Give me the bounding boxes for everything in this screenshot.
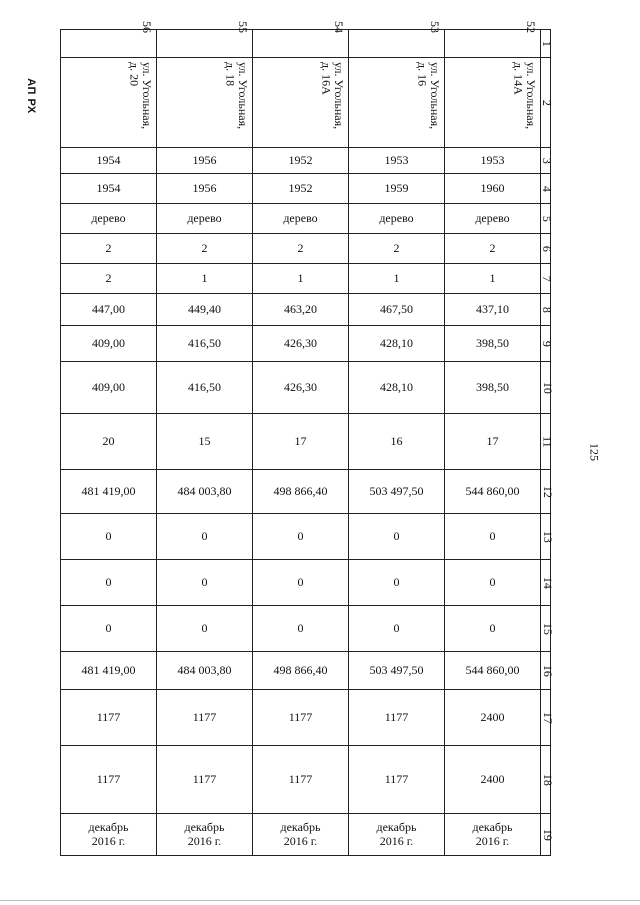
table-row	[61, 58, 551, 148]
cell-v17: 1177	[349, 690, 445, 746]
table-row	[61, 514, 551, 560]
column-number-text: 9	[539, 340, 554, 347]
cell-residents: 16	[349, 414, 445, 470]
table-row	[61, 652, 551, 690]
address-text	[416, 62, 441, 129]
cell-year2: 1960	[445, 174, 541, 204]
cell-v14: 0	[157, 560, 253, 606]
column-number	[539, 294, 554, 326]
cell-floors: 2	[445, 234, 541, 264]
column-number-text: 11	[540, 435, 555, 448]
table-row	[61, 174, 551, 204]
record-number	[61, 21, 157, 58]
table-row	[61, 30, 551, 58]
cell-v17: 1177	[61, 690, 157, 746]
column-number	[540, 746, 555, 814]
cell-floors: 2	[349, 234, 445, 264]
cell-total: 484 003,80	[157, 652, 253, 690]
housing-register-table	[60, 21, 555, 856]
cell-v15: 0	[253, 606, 349, 652]
cell-area-living: 416,50	[157, 326, 253, 362]
cell-v7: 1	[445, 264, 541, 294]
column-number-text: 19	[540, 828, 555, 841]
address-line: ул. Угольная,	[236, 62, 250, 130]
address-line: д. 16А	[319, 62, 334, 95]
column-number-text: 5	[539, 215, 554, 222]
cell-v15: 0	[445, 606, 541, 652]
cell-floors: 2	[61, 234, 157, 264]
column-number	[540, 514, 555, 560]
deadline-line: декабрь	[88, 819, 129, 834]
cell-area-living2: 398,50	[445, 362, 541, 414]
deadline-line: 2016 г.	[379, 833, 414, 848]
cell-area-living2: 426,30	[253, 362, 349, 414]
column-number	[539, 30, 554, 58]
column-number-text: 10	[540, 381, 555, 394]
cell-area-total: 437,10	[445, 294, 541, 326]
cell-area-living2: 416,50	[157, 362, 253, 414]
address-line: ул. Угольная,	[140, 62, 154, 130]
cell-v13: 0	[157, 514, 253, 560]
record-number	[253, 21, 349, 58]
column-number	[539, 326, 554, 362]
record-number-text: 54	[332, 21, 346, 33]
deadline-cell	[61, 814, 157, 856]
cell-material: дерево	[349, 204, 445, 234]
archive-stamp: АП РХ	[25, 78, 37, 114]
cell-v14: 0	[61, 560, 157, 606]
cell-v14: 0	[349, 560, 445, 606]
table-row	[61, 746, 551, 814]
table-row	[61, 362, 551, 414]
cell-residents: 17	[445, 414, 541, 470]
column-number	[539, 148, 554, 174]
deadline-line: 2016 г.	[475, 833, 510, 848]
cell-area-total: 449,40	[157, 294, 253, 326]
address-text	[224, 62, 249, 129]
record-number-text: 55	[236, 21, 250, 33]
record-number-text: 56	[140, 21, 154, 33]
address-line: д. 14А	[511, 62, 526, 95]
column-number-text: 7	[539, 275, 554, 282]
table-row	[61, 470, 551, 514]
cell-total: 481 419,00	[61, 652, 157, 690]
cell-material: дерево	[157, 204, 253, 234]
cell-area-living2: 428,10	[349, 362, 445, 414]
cell-material: дерево	[445, 204, 541, 234]
cell-v18: 1177	[61, 746, 157, 814]
cell-total: 503 497,50	[349, 652, 445, 690]
cell-year-built: 1954	[61, 148, 157, 174]
cell-area-total: 463,20	[253, 294, 349, 326]
cell-year-built: 1953	[445, 148, 541, 174]
address-cell	[253, 58, 349, 148]
address-line: д. 18	[223, 62, 238, 87]
cell-v13: 0	[253, 514, 349, 560]
deadline-cell	[445, 814, 541, 856]
page-bottom-rule	[0, 900, 640, 901]
cell-cost: 484 003,80	[157, 470, 253, 514]
cell-area-living: 428,10	[349, 326, 445, 362]
column-number-text: 15	[540, 622, 555, 635]
address-line: ул. Угольная,	[524, 62, 538, 130]
deadline-cell	[157, 814, 253, 856]
table-row	[61, 326, 551, 362]
column-number-text: 13	[540, 530, 555, 543]
deadline-line: декабрь	[472, 819, 513, 834]
table-row	[61, 606, 551, 652]
address-text	[320, 62, 345, 129]
table-row	[61, 264, 551, 294]
cell-v15: 0	[157, 606, 253, 652]
cell-v13: 0	[445, 514, 541, 560]
record-number	[349, 21, 445, 58]
deadline-line: 2016 г.	[187, 833, 222, 848]
column-number	[539, 204, 554, 234]
table-row	[61, 814, 551, 856]
cell-cost: 503 497,50	[349, 470, 445, 514]
record-number	[157, 21, 253, 58]
cell-floors: 2	[253, 234, 349, 264]
cell-year-built: 1953	[349, 148, 445, 174]
address-cell	[61, 58, 157, 148]
record-number-text: 53	[428, 21, 442, 33]
cell-area-living2: 409,00	[61, 362, 157, 414]
cell-floors: 2	[157, 234, 253, 264]
cell-area-total: 467,50	[349, 294, 445, 326]
cell-v17: 2400	[445, 690, 541, 746]
address-cell	[445, 58, 541, 148]
column-number-text: 4	[539, 185, 554, 192]
address-text	[128, 62, 153, 129]
address-line: д. 20	[127, 62, 142, 87]
cell-material: дерево	[61, 204, 157, 234]
cell-residents: 15	[157, 414, 253, 470]
table-row	[61, 294, 551, 326]
column-number-text: 2	[539, 99, 554, 106]
deadline-line: декабрь	[376, 819, 417, 834]
deadline-line: декабрь	[280, 819, 321, 834]
column-number-text: 14	[540, 576, 555, 589]
table-row	[61, 414, 551, 470]
address-line: д. 16	[415, 62, 430, 87]
cell-v7: 1	[349, 264, 445, 294]
cell-cost: 544 860,00	[445, 470, 541, 514]
column-number	[539, 58, 554, 148]
address-line: ул. Угольная,	[428, 62, 442, 130]
cell-year2: 1954	[61, 174, 157, 204]
cell-year-built: 1956	[157, 148, 253, 174]
cell-total: 544 860,00	[445, 652, 541, 690]
cell-v17: 1177	[253, 690, 349, 746]
column-number-text: 16	[540, 664, 555, 677]
cell-v17: 1177	[157, 690, 253, 746]
cell-cost: 498 866,40	[253, 470, 349, 514]
column-number	[540, 814, 555, 856]
cell-v18: 1177	[157, 746, 253, 814]
table-row	[61, 560, 551, 606]
column-number	[540, 470, 555, 514]
cell-year-built: 1952	[253, 148, 349, 174]
cell-area-living: 409,00	[61, 326, 157, 362]
table-row	[61, 690, 551, 746]
table-row	[61, 148, 551, 174]
column-number-text: 3	[539, 157, 554, 164]
column-number	[540, 690, 555, 746]
cell-year2: 1952	[253, 174, 349, 204]
page-number: 125	[587, 443, 602, 461]
cell-v15: 0	[349, 606, 445, 652]
column-number-text: 1	[539, 40, 554, 47]
cell-area-total: 447,00	[61, 294, 157, 326]
cell-year2: 1959	[349, 174, 445, 204]
cell-cost: 481 419,00	[61, 470, 157, 514]
table-row	[61, 204, 551, 234]
cell-v18: 2400	[445, 746, 541, 814]
cell-material: дерево	[253, 204, 349, 234]
cell-residents: 20	[61, 414, 157, 470]
cell-v7: 1	[253, 264, 349, 294]
column-number	[540, 560, 555, 606]
cell-v14: 0	[445, 560, 541, 606]
column-number	[540, 362, 555, 414]
deadline-cell	[349, 814, 445, 856]
cell-area-living: 398,50	[445, 326, 541, 362]
column-number	[539, 234, 554, 264]
address-cell	[157, 58, 253, 148]
cell-v7: 1	[157, 264, 253, 294]
cell-v18: 1177	[253, 746, 349, 814]
cell-v13: 0	[61, 514, 157, 560]
column-number-text: 18	[540, 773, 555, 786]
column-number	[540, 414, 555, 470]
column-number-text: 6	[539, 245, 554, 252]
cell-v18: 1177	[349, 746, 445, 814]
cell-v13: 0	[349, 514, 445, 560]
column-number	[540, 606, 555, 652]
column-number	[539, 264, 554, 294]
cell-total: 498 866,40	[253, 652, 349, 690]
column-number	[539, 174, 554, 204]
cell-residents: 17	[253, 414, 349, 470]
column-number-text: 12	[540, 485, 555, 498]
cell-area-living: 426,30	[253, 326, 349, 362]
address-line: ул. Угольная,	[332, 62, 346, 130]
deadline-line: 2016 г.	[91, 833, 126, 848]
cell-v15: 0	[61, 606, 157, 652]
cell-v7: 2	[61, 264, 157, 294]
address-text	[512, 62, 537, 129]
column-number	[540, 652, 555, 690]
column-number-text: 8	[539, 306, 554, 313]
deadline-line: 2016 г.	[283, 833, 318, 848]
table-row	[61, 234, 551, 264]
cell-year2: 1956	[157, 174, 253, 204]
deadline-cell	[253, 814, 349, 856]
cell-v14: 0	[253, 560, 349, 606]
address-cell	[349, 58, 445, 148]
record-number-text: 52	[524, 21, 538, 33]
deadline-line: декабрь	[184, 819, 225, 834]
column-number-text: 17	[540, 711, 555, 724]
record-number	[445, 21, 541, 58]
